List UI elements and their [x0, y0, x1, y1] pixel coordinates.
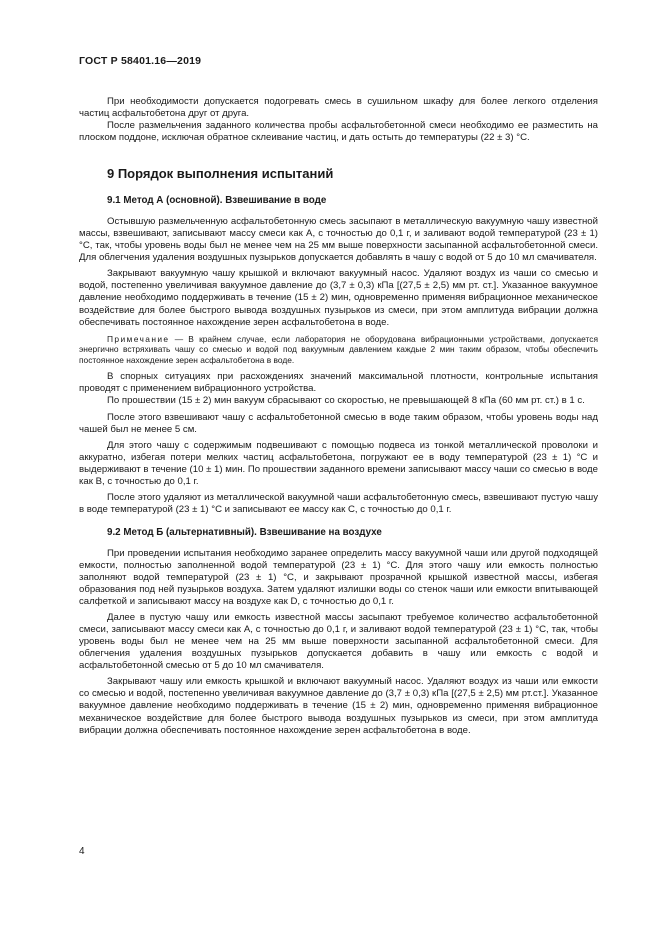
- section-heading: 9 Порядок выполнения испытаний: [107, 166, 334, 182]
- note: [79, 334, 598, 366]
- page-number: 4: [79, 846, 85, 857]
- subsection-heading: 9.2 Метод Б (альтернативный). Взвешивание на воздухе: [107, 526, 382, 538]
- paragraph: После размельчения заданного количества пробы асфальтобетонной смеси необходимо ее разместить на плоском поддоне, исключая обратное склеивание частиц, и дать остыть до температуры (22 ± 3) °С.: [79, 120, 598, 144]
- paragraph: При проведении испытания необходимо заранее определить массу вакуумной чаши или другой подходящей емкости, полностью заполненной водой температурой (23 ± 1) °С. Для этого чашу или емкость полностью заполняют водой температурой (23 ± 1) °С, и закрывают прозрачной крышкой известной массы, избегая образования под ней пузырьков воздуха. Затем удаляют излишки воды со стенок чаши или емкости впитывающей салфеткой и записывают массу на воздухе как D, с точностью до 0,1 г.: [79, 547, 598, 608]
- paragraph: Закрывают чашу или емкость крышкой и включают вакуумный насос. Удаляют воздух из чаши или емкости со смесью и водой, постепенно увеличивая вакуумное давление до (3,7 ± 0,3) кПа [(27,5 ± 2,5) мм рт.ст.]. Указанное вакуумное давление необходимо поддерживать в течение (15 ± 2) мин, одновременно применяя вибрационное механическое воздействие для более быстрого вывода воздушных пузырьков из смеси, при этом амплитуда вибрации должна обеспечивать постоянное нахождение зерен асфальтобетона в воде.: [79, 676, 598, 736]
- paragraph: Для этого чашу с содержимым подвешивают с помощью подвеса из тонкой металлической проволоки и аккуратно, избегая потери мелких частиц асфальтобетона, погружают ее в воду температурой (23 ± 1) °С и выдерживают в течение (10 ± 1) мин. По прошествии заданного времени записывают массу чаши со смесью в воде как В, с точностью до 0,1 г.: [79, 439, 598, 487]
- note-label: Примечание: [107, 333, 170, 344]
- paragraph: Далее в пустую чашу или емкость известной массы засыпают требуемое количество асфальтобетонной смеси, записывают массу смеси как А, с точностью до 0,1 г, и заливают водой температурой (23 ± 1) °С, так, чтобы уровень воды был не менее чем на 25 мм выше поверхности засыпанной асфальтобетонной смеси. Для облегчения удаления воздушных пузырьков допускается добавить в чашу или емкость с водой и асфальтобетонной смесью от 5 до 10 мл смачивателя.: [79, 612, 598, 672]
- paragraph: После этого взвешивают чашу с асфальтобетонной смесью в воде таким образом, чтобы уровень воды над чашей был не менее 5 см.: [79, 411, 598, 435]
- paragraph: После этого удаляют из металлической вакуумной чаши асфальтобетонную смесь, взвешивают пустую чашу в воде температурой (23 ± 1) °С и записывают ее массу как С, с точностью до 0,1 г.: [79, 491, 598, 515]
- paragraph: В спорных ситуациях при расхождениях значений максимальной плотности, контрольные испытания проводят с применением вибрационного устройства.: [79, 371, 598, 395]
- document-body: [79, 96, 598, 737]
- paragraph: Закрывают вакуумную чашу крышкой и включают вакуумный насос. Удаляют воздух из чаши со смесью и водой, постепенно увеличивая вакуумное давление до (3,7 ± 0,3) кПа [(27,5 ± 2,5) мм рт. ст.]. Указанное вакуумное давление необходимо поддерживать в течение (15 ± 2) мин, одновременно применяя вибрационное механическое воздействие для более быстрого вывода воздушных пузырьков из смеси, при этом амплитуда вибрации должна обеспечивать постоянное нахождение зерен асфальтобетона в воде.: [79, 268, 598, 328]
- paragraph: При необходимости допускается подогревать смесь в сушильном шкафу для более легкого отделения частиц асфальтобетона друг от друга.: [79, 96, 598, 120]
- subsection-heading: 9.1 Метод А (основной). Взвешивание в воде: [107, 195, 327, 207]
- document-header: ГОСТ Р 58401.16—2019: [79, 55, 202, 67]
- paragraph: Остывшую размельченную асфальтобетонную смесь засыпают в металлическую вакуумную чашу известной массы, взвешивают, записывают массу смеси как А, с точностью до 0,1 г, и заливают водой температурой (23 ± 1) °С, так, чтобы уровень воды был не менее чем на 25 мм выше поверхности засыпанной асфальтобетонной смеси. Для облегчения удаления воздушных пузырьков допускается добавлять в чашу с водой от 5 до 10 мл смачивателя.: [79, 216, 598, 264]
- paragraph: По прошествии (15 ± 2) мин вакуум сбрасывают со скоростью, не превышающей 8 кПа (60 мм рт. ст.) в 1 с.: [107, 395, 585, 407]
- note-text: — В крайнем случае, если лаборатория не оборудована вибрационными устройствами, допускается энергично встряхивать чашу со смесью и водой под вакуумным давлением каждые 2 мин таким образом, чтобы обеспечить постоянное нахождение зерен асфальтобетона в воде.: [79, 333, 598, 365]
